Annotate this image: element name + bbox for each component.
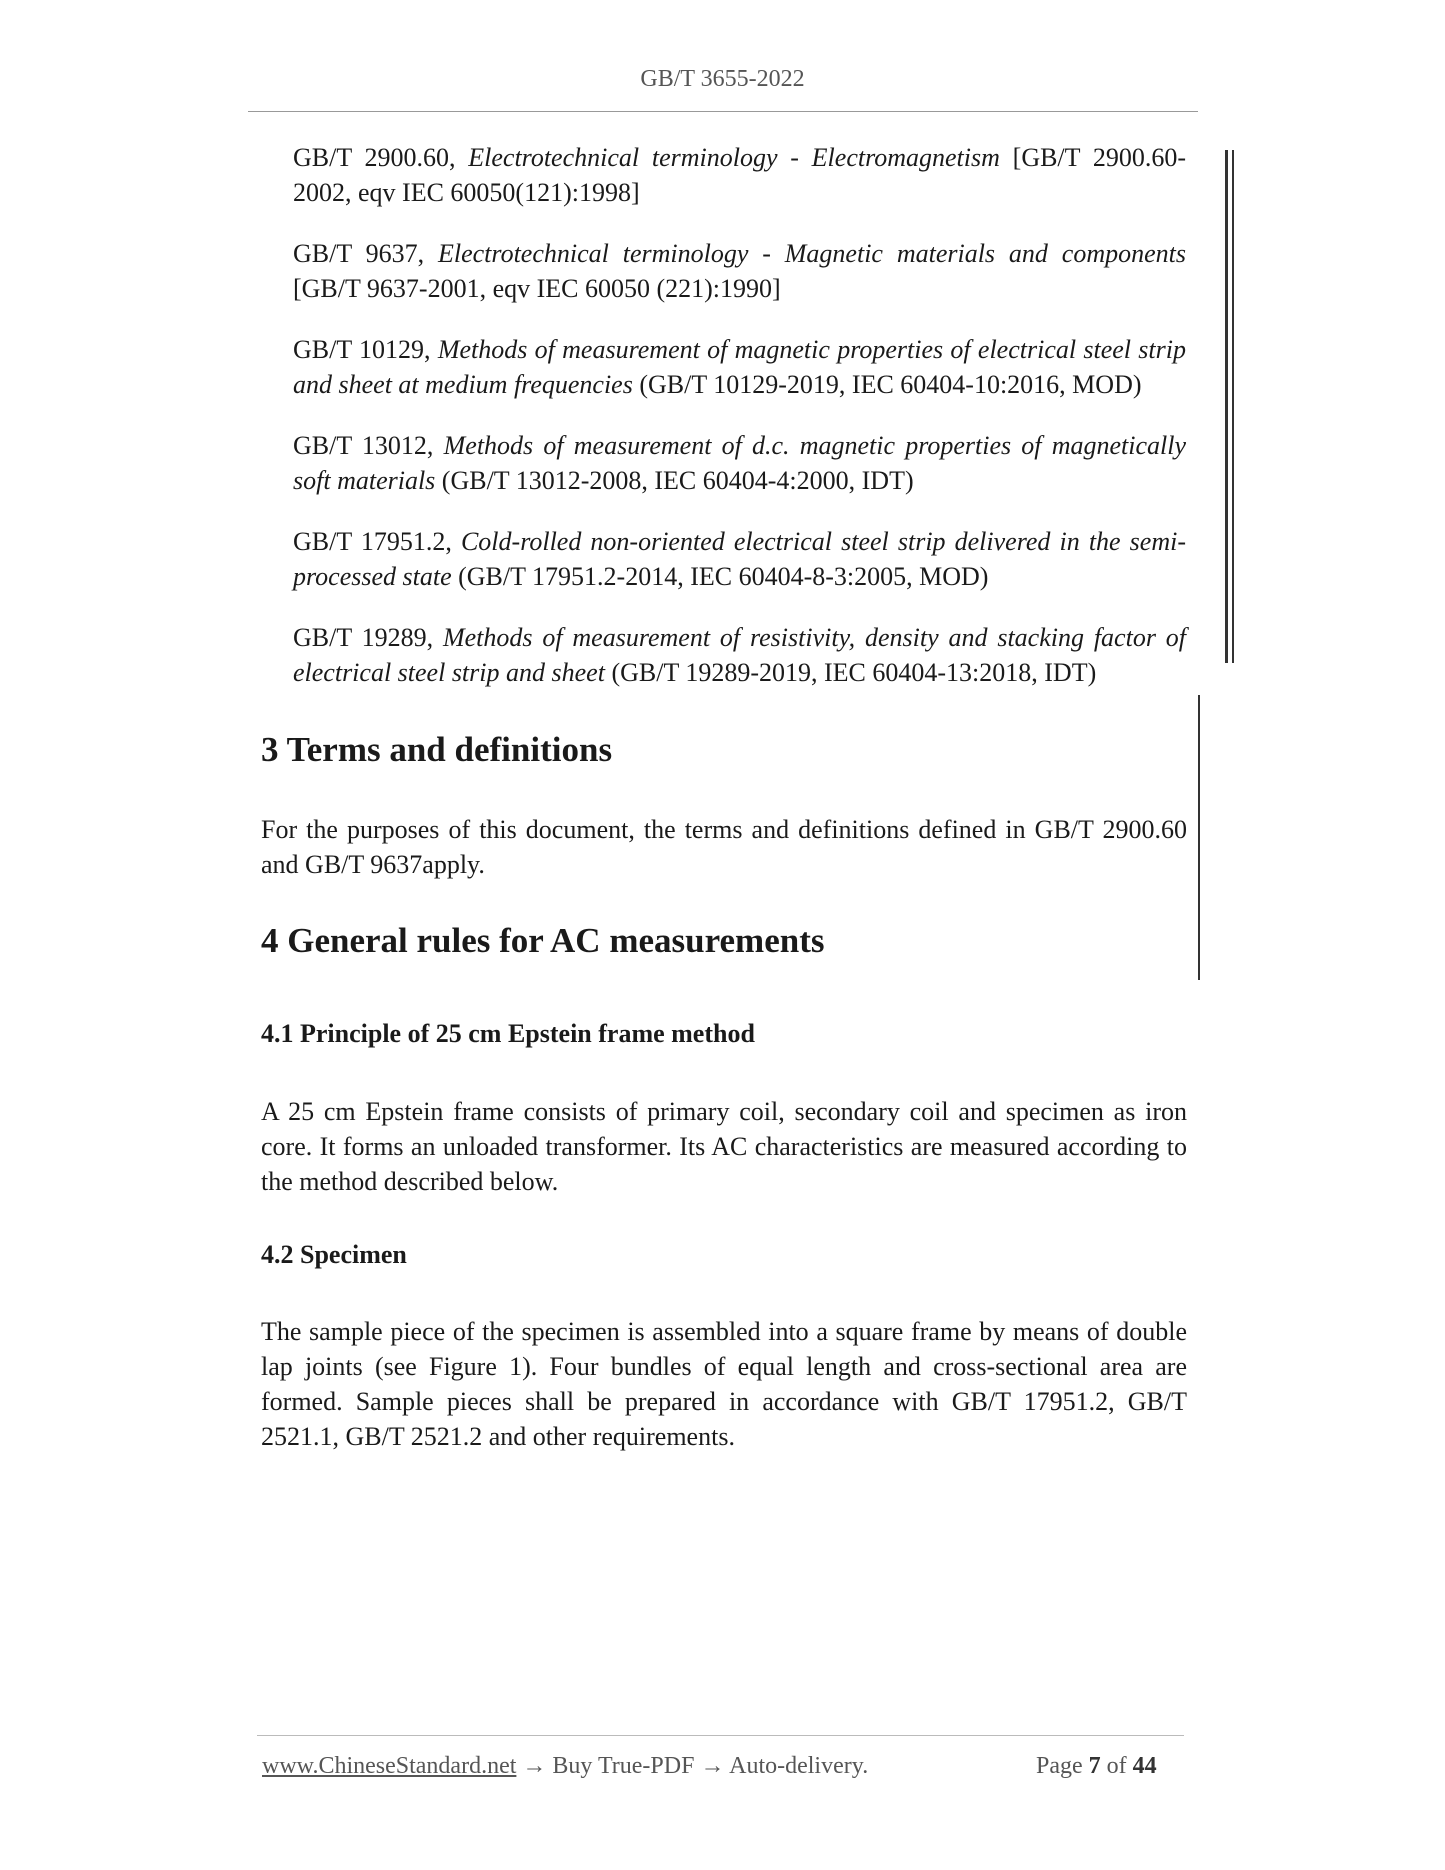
reference-title: Cold-rolled non-oriented electrical steel strip delivered in the semi-processed state [293, 527, 1187, 591]
reference-note: [GB/T 2900.60-2002, eqv IEC 60050(121):1998] [293, 143, 1186, 207]
reference-title: Methods of measurement of resistivity, density and stacking factor of electrical steel strip and sheet [293, 623, 1187, 687]
reference-item [293, 140, 1186, 210]
section-paragraph: For the purposes of this document, the terms and definitions defined in GB/T 2900.60 and GB/T 9637apply. [261, 815, 1187, 879]
reference-code: GB/T 10129, [293, 335, 438, 364]
section-heading: 4 General rules for AC measurements [261, 921, 825, 960]
reference-title: Methods of measurement of magnetic properties of electrical steel strip and sheet at medium frequencies [293, 335, 1186, 399]
header-title: GB/T 3655-2022 [640, 66, 805, 92]
section-paragraph: A 25 cm Epstein frame consists of primary coil, secondary coil and specimen as iron core. It forms an unloaded transformer. Its AC characteristics are measured according to the method described below. [261, 1097, 1187, 1196]
reference-code: GB/T 2900.60, [293, 143, 469, 172]
reference-note: (GB/T 19289-2019, IEC 60404-13:2018, IDT) [604, 658, 1097, 687]
page-number [1036, 1753, 1157, 1780]
revision-bar [1232, 150, 1234, 663]
reference-note: (GB/T 17951.2-2014, IEC 60404-8-3:2005, MOD) [451, 562, 989, 591]
of-label: of [1106, 1753, 1127, 1779]
revision-bar [1225, 150, 1228, 663]
reference-code: GB/T 17951.2, [293, 527, 461, 556]
reference-item [293, 428, 1186, 498]
reference-item [293, 524, 1186, 594]
reference-note: (GB/T 10129-2019, IEC 60404-10:2016, MOD) [632, 370, 1142, 399]
site-link[interactable]: www.ChineseStandard.net [262, 1753, 517, 1779]
reference-title: Methods of measurement of d.c. magnetic properties of magnetically soft materials [293, 431, 1186, 495]
reference-title: Electrotechnical terminology - Electromagnetism [468, 143, 1000, 172]
subsection-heading: 4.2 Specimen [261, 1240, 407, 1269]
section-heading: 3 Terms and definitions [261, 730, 613, 769]
page-total: 44 [1132, 1753, 1157, 1779]
subsection-heading: 4.1 Principle of 25 cm Epstein frame method [261, 1019, 755, 1048]
section-paragraph: The sample piece of the specimen is assembled into a square frame by means of double lap joints (see Figure 1). Four bundles of equal length and cross-sectional area are formed. Sample pieces shall be prepared in accordance with GB/T 17951.2, GB/T 2521.1, GB/T 2521.2 and other requirements. [261, 1317, 1187, 1451]
reference-item [293, 332, 1186, 402]
header-divider [248, 111, 1198, 112]
reference-note: (GB/T 13012-2008, IEC 60404-4:2000, IDT) [435, 466, 914, 495]
footer-divider [257, 1735, 1184, 1736]
reference-item [293, 620, 1186, 690]
page-current: 7 [1088, 1753, 1101, 1779]
revision-bar [1198, 695, 1200, 980]
reference-item [293, 236, 1186, 306]
footer-promo [262, 1753, 868, 1780]
reference-code: GB/T 19289, [293, 623, 443, 652]
footer-tagline: → Buy True-PDF → Auto-delivery. [516, 1753, 869, 1779]
reference-title: Electrotechnical terminology - Magnetic materials and components [438, 239, 1186, 268]
reference-code: GB/T 9637, [293, 239, 438, 268]
reference-code: GB/T 13012, [293, 431, 444, 460]
reference-note: [GB/T 9637-2001, eqv IEC 60050 (221):1990] [293, 274, 781, 303]
page-label: Page [1036, 1753, 1083, 1779]
